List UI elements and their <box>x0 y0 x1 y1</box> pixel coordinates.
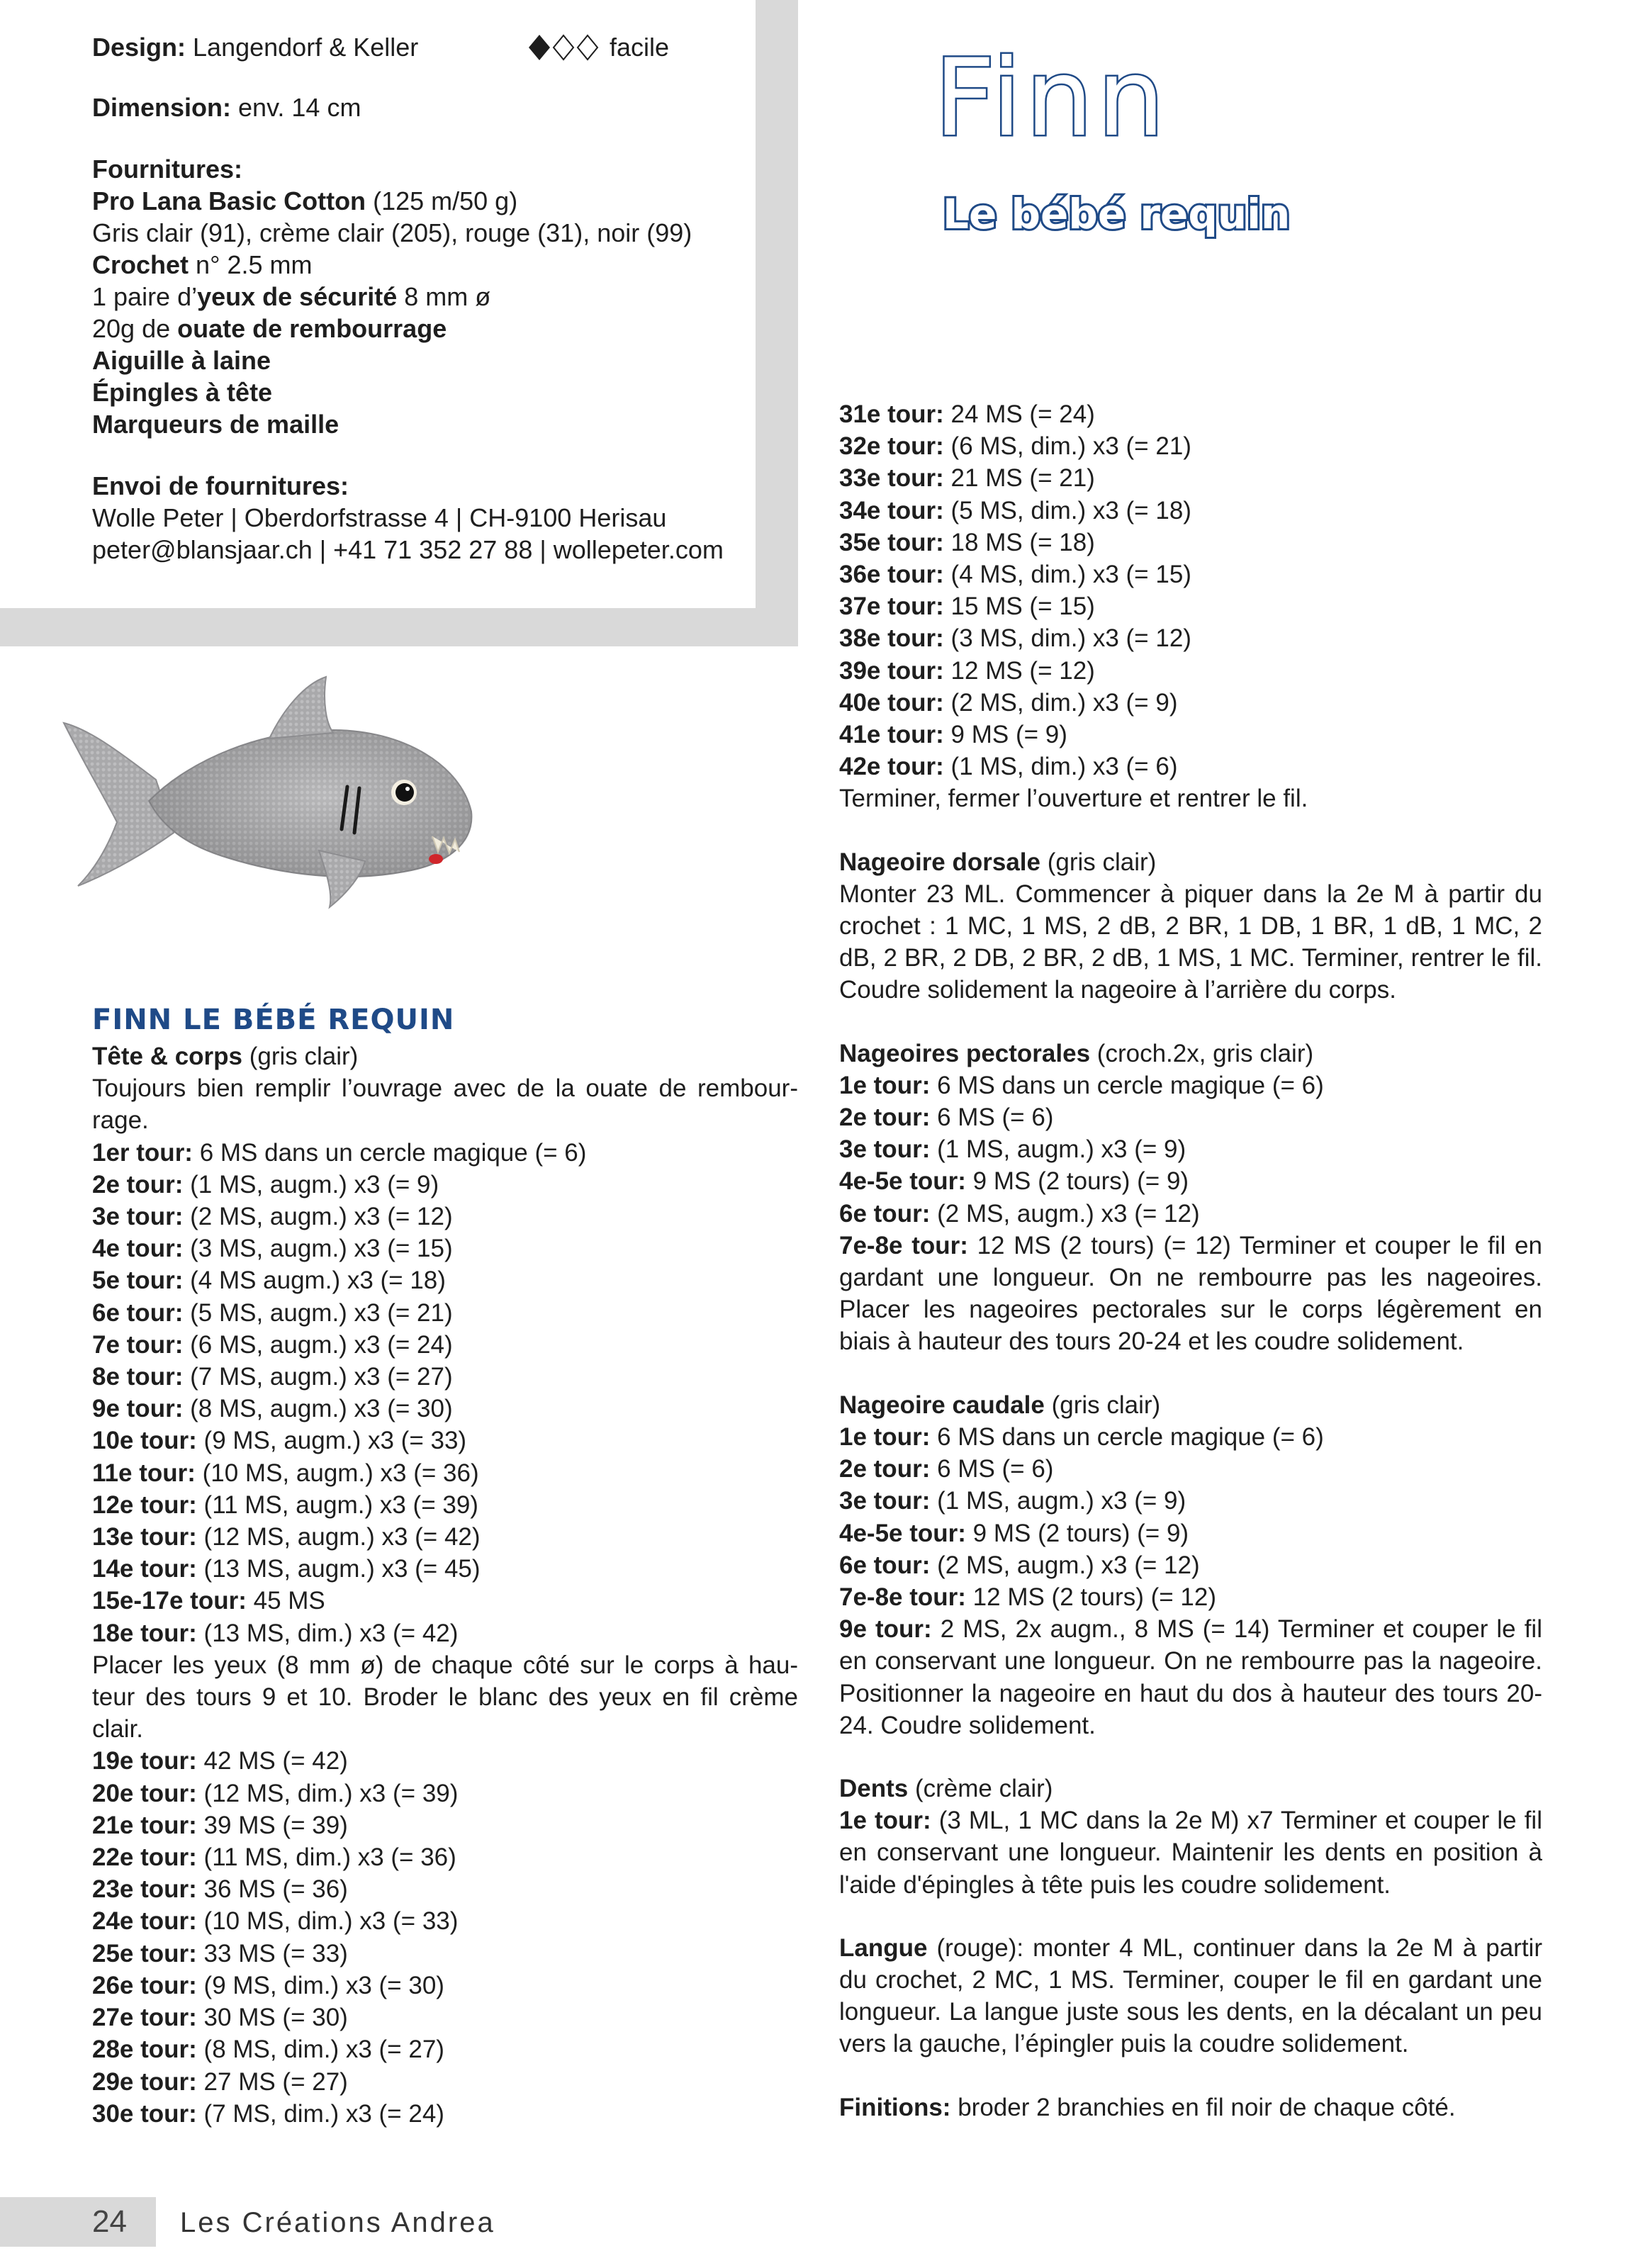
row-label: 34e tour: <box>839 496 944 524</box>
instruction-row <box>839 1517 1542 1549</box>
row-text: 33 MS (= 33) <box>203 1939 348 1967</box>
design-label: Design: <box>92 33 186 62</box>
row-label: 10e tour: <box>92 1427 197 1455</box>
instruction-row <box>839 1581 1542 1613</box>
instruction-row <box>839 751 1542 782</box>
row-text: (2 MS, augm.) x3 (= 12) <box>937 1199 1200 1228</box>
row-label: 5e tour: <box>92 1267 184 1295</box>
subtitle <box>943 186 1311 242</box>
row-text: (9 MS, dim.) x3 (= 30) <box>203 1971 444 1999</box>
row-label: 15e-17e tour: <box>92 1587 247 1615</box>
row-label: 18e tour: <box>92 1619 197 1647</box>
row-label: 30e tour: <box>92 2099 197 2128</box>
row-label: 32e tour: <box>839 432 944 461</box>
row-label: 3e tour: <box>839 1135 931 1164</box>
instruction-row <box>839 590 1542 622</box>
row-text: (13 MS, augm.) x3 (= 45) <box>203 1555 481 1583</box>
row-label: 24e tour: <box>92 1907 197 1936</box>
instruction-row <box>92 1329 798 1361</box>
row-text: 9 MS (2 tours) (= 9) <box>972 1519 1189 1547</box>
row-text: (4 MS, dim.) x3 (= 15) <box>950 561 1191 589</box>
row-text: 21 MS (= 21) <box>950 464 1095 493</box>
instruction-row <box>92 1617 798 1649</box>
head-intro: Toujours bien remplir l’ouvrage avec de la ouate de rembour-rage. <box>92 1074 798 1135</box>
row-text: 30 MS (= 30) <box>203 2004 348 2032</box>
instruction-row <box>839 1485 1542 1517</box>
caudal-heading: Nageoire caudale (gris clair) <box>839 1391 1161 1419</box>
instruction-row <box>92 1201 798 1233</box>
instruction-row <box>92 1745 798 1777</box>
finitions-paragraph: Finitions: broder 2 branchies en fil noir de chaque côté. <box>839 2093 1456 2121</box>
row-label: 42e tour: <box>839 753 944 781</box>
row-label: 6e tour: <box>839 1199 931 1228</box>
instruction-row <box>839 462 1542 494</box>
row-text: (5 MS, augm.) x3 (= 21) <box>190 1298 453 1327</box>
row-text: (9 MS, augm.) x3 (= 33) <box>203 1427 467 1455</box>
row-label: 3e tour: <box>92 1203 184 1231</box>
row-text: 12 MS (= 12) <box>950 656 1095 685</box>
instruction-row <box>92 1585 798 1617</box>
row-text: (2 MS, augm.) x3 (= 12) <box>190 1203 453 1231</box>
instruction-row <box>839 398 1542 430</box>
instruction-row <box>839 622 1542 654</box>
pins-line: Épingles à tête <box>92 378 273 407</box>
envoi-address: Wolle Peter | Oberdorfstrasse 4 | CH-9100 Herisau <box>92 503 667 532</box>
diamond-outline-icon <box>551 33 576 62</box>
row-label: 9e tour: <box>92 1395 184 1423</box>
row-label: 40e tour: <box>839 688 944 717</box>
row-text: (1 MS, dim.) x3 (= 6) <box>950 753 1178 781</box>
row-label: 31e tour: <box>839 400 944 428</box>
instruction-row <box>92 1841 798 1873</box>
yarn-line <box>92 185 751 217</box>
left-column <box>92 999 798 2130</box>
row-text: 27 MS (= 27) <box>203 2067 348 2096</box>
instruction-row <box>839 687 1542 719</box>
instruction-row <box>839 558 1542 590</box>
row-text: (3 MS, dim.) x3 (= 12) <box>950 624 1191 653</box>
row-text: (2 MS, dim.) x3 (= 9) <box>950 688 1178 717</box>
diamond-filled-icon <box>527 33 551 62</box>
row-label: 4e-5e tour: <box>839 1167 966 1196</box>
row-label: 20e tour: <box>92 1779 197 1807</box>
row-label: 6e tour: <box>92 1298 184 1327</box>
row-label: 28e tour: <box>92 2036 197 2064</box>
row-label: 12e tour: <box>92 1491 197 1519</box>
diamond-outline-icon <box>576 33 600 62</box>
title-finn <box>934 43 1303 156</box>
row-text: 42 MS (= 42) <box>203 1747 348 1775</box>
eyes-note: Placer les yeux (8 mm ø) de chaque côté sur le corps à hau-teur des tours 9 et 10. Broder le blanc des yeux en fil crème clair. <box>92 1651 798 1744</box>
instruction-row <box>92 1425 798 1456</box>
instruction-row <box>92 1970 798 2002</box>
hook-line <box>92 249 751 281</box>
caudal-rows <box>839 1421 1542 1613</box>
difficulty-diamonds <box>527 33 600 62</box>
row-text: (11 MS, dim.) x3 (= 36) <box>203 1843 456 1872</box>
instruction-row <box>839 1070 1542 1101</box>
yarn-name: Pro Lana Basic Cotton <box>92 186 366 215</box>
row-text: 6 MS dans un cercle magique (= 6) <box>199 1138 587 1167</box>
tongue-paragraph: Langue (rouge): monter 4 ML, continuer dans la 2e M à partir du crochet, 2 MC, 1 MS. Terminer, couper le fil en gardant une longueur. La langue juste sous les dents, en la décalant un peu vers la gauche, l’épingler puis la coudre solidement. <box>839 1933 1542 2058</box>
instruction-row <box>92 2002 798 2033</box>
markers-line: Marqueurs de maille <box>92 410 339 439</box>
row-text: (3 MS, augm.) x3 (= 15) <box>190 1235 453 1263</box>
instruction-row <box>839 1198 1542 1230</box>
row-label: 4e-5e tour: <box>839 1519 966 1547</box>
instruction-row <box>92 1778 798 1809</box>
row-text: (2 MS, augm.) x3 (= 12) <box>937 1551 1200 1579</box>
row-label: 1er tour: <box>92 1138 193 1167</box>
dorsal-heading: Nageoire dorsale (gris clair) <box>839 848 1157 876</box>
colors-line: Gris clair (91), crème clair (205), rouge (31), noir (99) <box>92 218 692 247</box>
row-text: (6 MS, augm.) x3 (= 24) <box>190 1330 453 1359</box>
row-text: 12 MS (2 tours) (= 12) <box>972 1583 1216 1611</box>
row-text: 9 MS (2 tours) (= 9) <box>972 1167 1189 1196</box>
row-label: 1e tour: <box>839 1071 931 1099</box>
dorsal-text: Monter 23 ML. Commencer à piquer dans la 2e M à partir du crochet : 1 MC, 1 MS, 2 dB, 2 BR, 1 DB, 1 BR, 1 dB, 1 MC, 2 dB, 2 BR, 2 DB, 2 BR, 2 dB, 1 MS, 1 MC. Terminer, rentrer le fil. Coudre solidement la nageoire à l’arrière du corps. <box>839 880 1542 1004</box>
pectoral-last-row: 7e-8e tour: 12 MS (2 tours) (= 12) Terminer et couper le fil en gardant une longueur. On ne rembourre pas les nageoires. Placer les nageoires pectorales sur le corps légèrement en biais à hauteur des tours 20-24 et les coudre solidement. <box>839 1231 1542 1356</box>
instruction-row <box>92 1489 798 1521</box>
pectoral-heading: Nageoires pectorales (croch.2x, gris clair) <box>839 1039 1314 1067</box>
eyes-line: 1 paire d’yeux de sécurité 8 mm ø <box>92 282 491 311</box>
row-label: 41e tour: <box>839 721 944 749</box>
row-text: 15 MS (= 15) <box>950 593 1095 621</box>
row-label: 35e tour: <box>839 528 944 556</box>
row-label: 39e tour: <box>839 656 944 685</box>
row-label: 37e tour: <box>839 593 944 621</box>
instruction-row <box>839 1453 1542 1485</box>
dimension-value: env. 14 cm <box>238 93 361 122</box>
row-text: (1 MS, augm.) x3 (= 9) <box>937 1487 1186 1515</box>
supplies-info <box>92 31 751 566</box>
instruction-row <box>92 1938 798 1970</box>
row-label: 33e tour: <box>839 464 944 493</box>
row-label: 38e tour: <box>839 624 944 653</box>
instruction-row <box>92 1393 798 1425</box>
instruction-row <box>92 1905 798 1937</box>
subtitle-text: Le bébé requin <box>943 190 1291 238</box>
instruction-row <box>839 719 1542 751</box>
row-label: 4e tour: <box>92 1235 184 1263</box>
instruction-row <box>92 2098 798 2130</box>
fill-line: 20g de ouate de rembourrage <box>92 314 447 343</box>
row-label: 7e tour: <box>92 1330 184 1359</box>
rows-list-a <box>92 1137 798 1649</box>
row-text: (8 MS, dim.) x3 (= 27) <box>203 2036 444 2064</box>
row-text: 45 MS <box>253 1587 325 1615</box>
instruction-row <box>92 1809 798 1841</box>
row-label: 29e tour: <box>92 2067 197 2096</box>
hook-value: n° 2.5 mm <box>196 250 313 279</box>
row-text: (1 MS, augm.) x3 (= 9) <box>937 1135 1186 1164</box>
row-text: 9 MS (= 9) <box>950 721 1067 749</box>
needle-line: Aiguille à laine <box>92 346 271 375</box>
teeth-heading: Dents (crème clair) <box>839 1774 1053 1802</box>
rows-list-right-a <box>839 398 1542 782</box>
section-title: FINN LE BÉBÉ REQUIN <box>92 1004 455 1036</box>
pectoral-rows <box>839 1070 1542 1230</box>
row-text: (11 MS, augm.) x3 (= 39) <box>203 1491 478 1519</box>
instruction-row <box>92 1553 798 1585</box>
row-label: 36e tour: <box>839 561 944 589</box>
instruction-row <box>839 1133 1542 1165</box>
row-label: 2e tour: <box>92 1170 184 1198</box>
title-text: Finn <box>934 43 1169 156</box>
row-text: 6 MS dans un cercle magique (= 6) <box>937 1422 1324 1451</box>
row-text: 6 MS dans un cercle magique (= 6) <box>937 1071 1324 1099</box>
row-text: (5 MS, dim.) x3 (= 18) <box>950 496 1191 524</box>
head-heading: Tête & corps (gris clair) <box>92 1043 359 1070</box>
hook-label: Crochet <box>92 250 189 279</box>
footer-brand: Les Créations Andrea <box>180 2207 495 2238</box>
instruction-row <box>92 2033 798 2065</box>
instruction-row <box>92 1297 798 1329</box>
instruction-row <box>839 430 1542 462</box>
row-label: 8e tour: <box>92 1363 184 1391</box>
row-label: 27e tour: <box>92 2004 197 2032</box>
finish-line: Terminer, fermer l’ouverture et rentrer le fil. <box>839 785 1308 813</box>
row-text: 6 MS (= 6) <box>937 1455 1054 1483</box>
shark-photo <box>50 659 489 928</box>
footer-bar <box>0 2197 156 2247</box>
row-label: 2e tour: <box>839 1104 931 1132</box>
dimension-label: Dimension: <box>92 93 232 122</box>
fournitures-heading: Fournitures: <box>92 155 242 184</box>
instruction-row <box>839 527 1542 558</box>
row-label: 26e tour: <box>92 1971 197 1999</box>
row-label: 13e tour: <box>92 1523 197 1551</box>
row-text: 18 MS (= 18) <box>950 528 1095 556</box>
instruction-row <box>92 2066 798 2098</box>
row-text: (1 MS, augm.) x3 (= 9) <box>190 1170 439 1198</box>
row-text: (12 MS, dim.) x3 (= 39) <box>203 1779 459 1807</box>
row-text: 36 MS (= 36) <box>203 1875 348 1904</box>
row-label: 21e tour: <box>92 1811 197 1839</box>
envoi-contact: peter@blansjaar.ch | +41 71 352 27 88 | wollepeter.com <box>92 535 724 564</box>
row-text: (4 MS augm.) x3 (= 18) <box>190 1267 446 1295</box>
instruction-row <box>839 1549 1542 1581</box>
row-text: 24 MS (= 24) <box>950 400 1095 428</box>
row-text: (13 MS, dim.) x3 (= 42) <box>203 1619 459 1647</box>
rows-list-b <box>92 1745 798 2129</box>
row-label: 1e tour: <box>839 1422 931 1451</box>
instruction-row <box>92 1361 798 1393</box>
instruction-row <box>839 495 1542 527</box>
caudal-last-row: 9e tour: 2 MS, 2x augm., 8 MS (= 14) Terminer et couper le fil en conservant une longueur. On ne rembourre pas la nageoire. Positionner la nageoire en haut du dos à hauteur des tours 20-24. Coudre solidement. <box>839 1615 1542 1739</box>
instruction-row <box>92 1137 798 1169</box>
row-text: (10 MS, dim.) x3 (= 33) <box>203 1907 459 1936</box>
instruction-row <box>92 1873 798 1905</box>
row-text: (7 MS, augm.) x3 (= 27) <box>190 1363 453 1391</box>
row-text: (7 MS, dim.) x3 (= 24) <box>203 2099 444 2128</box>
instruction-row <box>92 1457 798 1489</box>
instruction-row <box>839 655 1542 687</box>
row-label: 22e tour: <box>92 1843 197 1872</box>
row-text: (10 MS, augm.) x3 (= 36) <box>202 1459 479 1487</box>
row-label: 2e tour: <box>839 1455 931 1483</box>
instruction-row <box>92 1233 798 1264</box>
difficulty-label: facile <box>610 33 670 62</box>
row-label: 23e tour: <box>92 1875 197 1904</box>
instruction-row <box>92 1521 798 1553</box>
design-value: Langendorf & Keller <box>193 33 419 62</box>
dimension-line <box>92 91 751 123</box>
yarn-spec: (125 m/50 g) <box>373 186 518 215</box>
page-number: 24 <box>92 2204 127 2239</box>
instruction-row <box>92 1264 798 1296</box>
instruction-row <box>92 1169 798 1201</box>
instruction-row <box>839 1101 1542 1133</box>
instruction-row <box>839 1421 1542 1453</box>
row-label: 25e tour: <box>92 1939 197 1967</box>
row-label: 3e tour: <box>839 1487 931 1515</box>
row-text: (6 MS, dim.) x3 (= 21) <box>950 432 1191 461</box>
teeth-row: 1e tour: (3 ML, 1 MC dans la 2e M) x7 Terminer et couper le fil en conservant une longueur. Maintenir les dents en position à l'aide d'épingles à tête puis les coudre solidement. <box>839 1807 1542 1899</box>
row-label: 7e-8e tour: <box>839 1583 966 1611</box>
difficulty-indicator <box>527 31 669 63</box>
row-text: (8 MS, augm.) x3 (= 30) <box>190 1395 453 1423</box>
row-text: 6 MS (= 6) <box>937 1104 1054 1132</box>
row-label: 6e tour: <box>839 1551 931 1579</box>
row-text: 39 MS (= 39) <box>203 1811 348 1839</box>
row-label: 19e tour: <box>92 1747 197 1775</box>
row-label: 14e tour: <box>92 1555 197 1583</box>
instruction-row <box>839 1165 1542 1197</box>
row-label: 11e tour: <box>92 1459 196 1487</box>
envoi-heading: Envoi de fournitures: <box>92 471 349 500</box>
right-column <box>839 398 1542 2123</box>
row-text: (12 MS, augm.) x3 (= 42) <box>203 1523 481 1551</box>
